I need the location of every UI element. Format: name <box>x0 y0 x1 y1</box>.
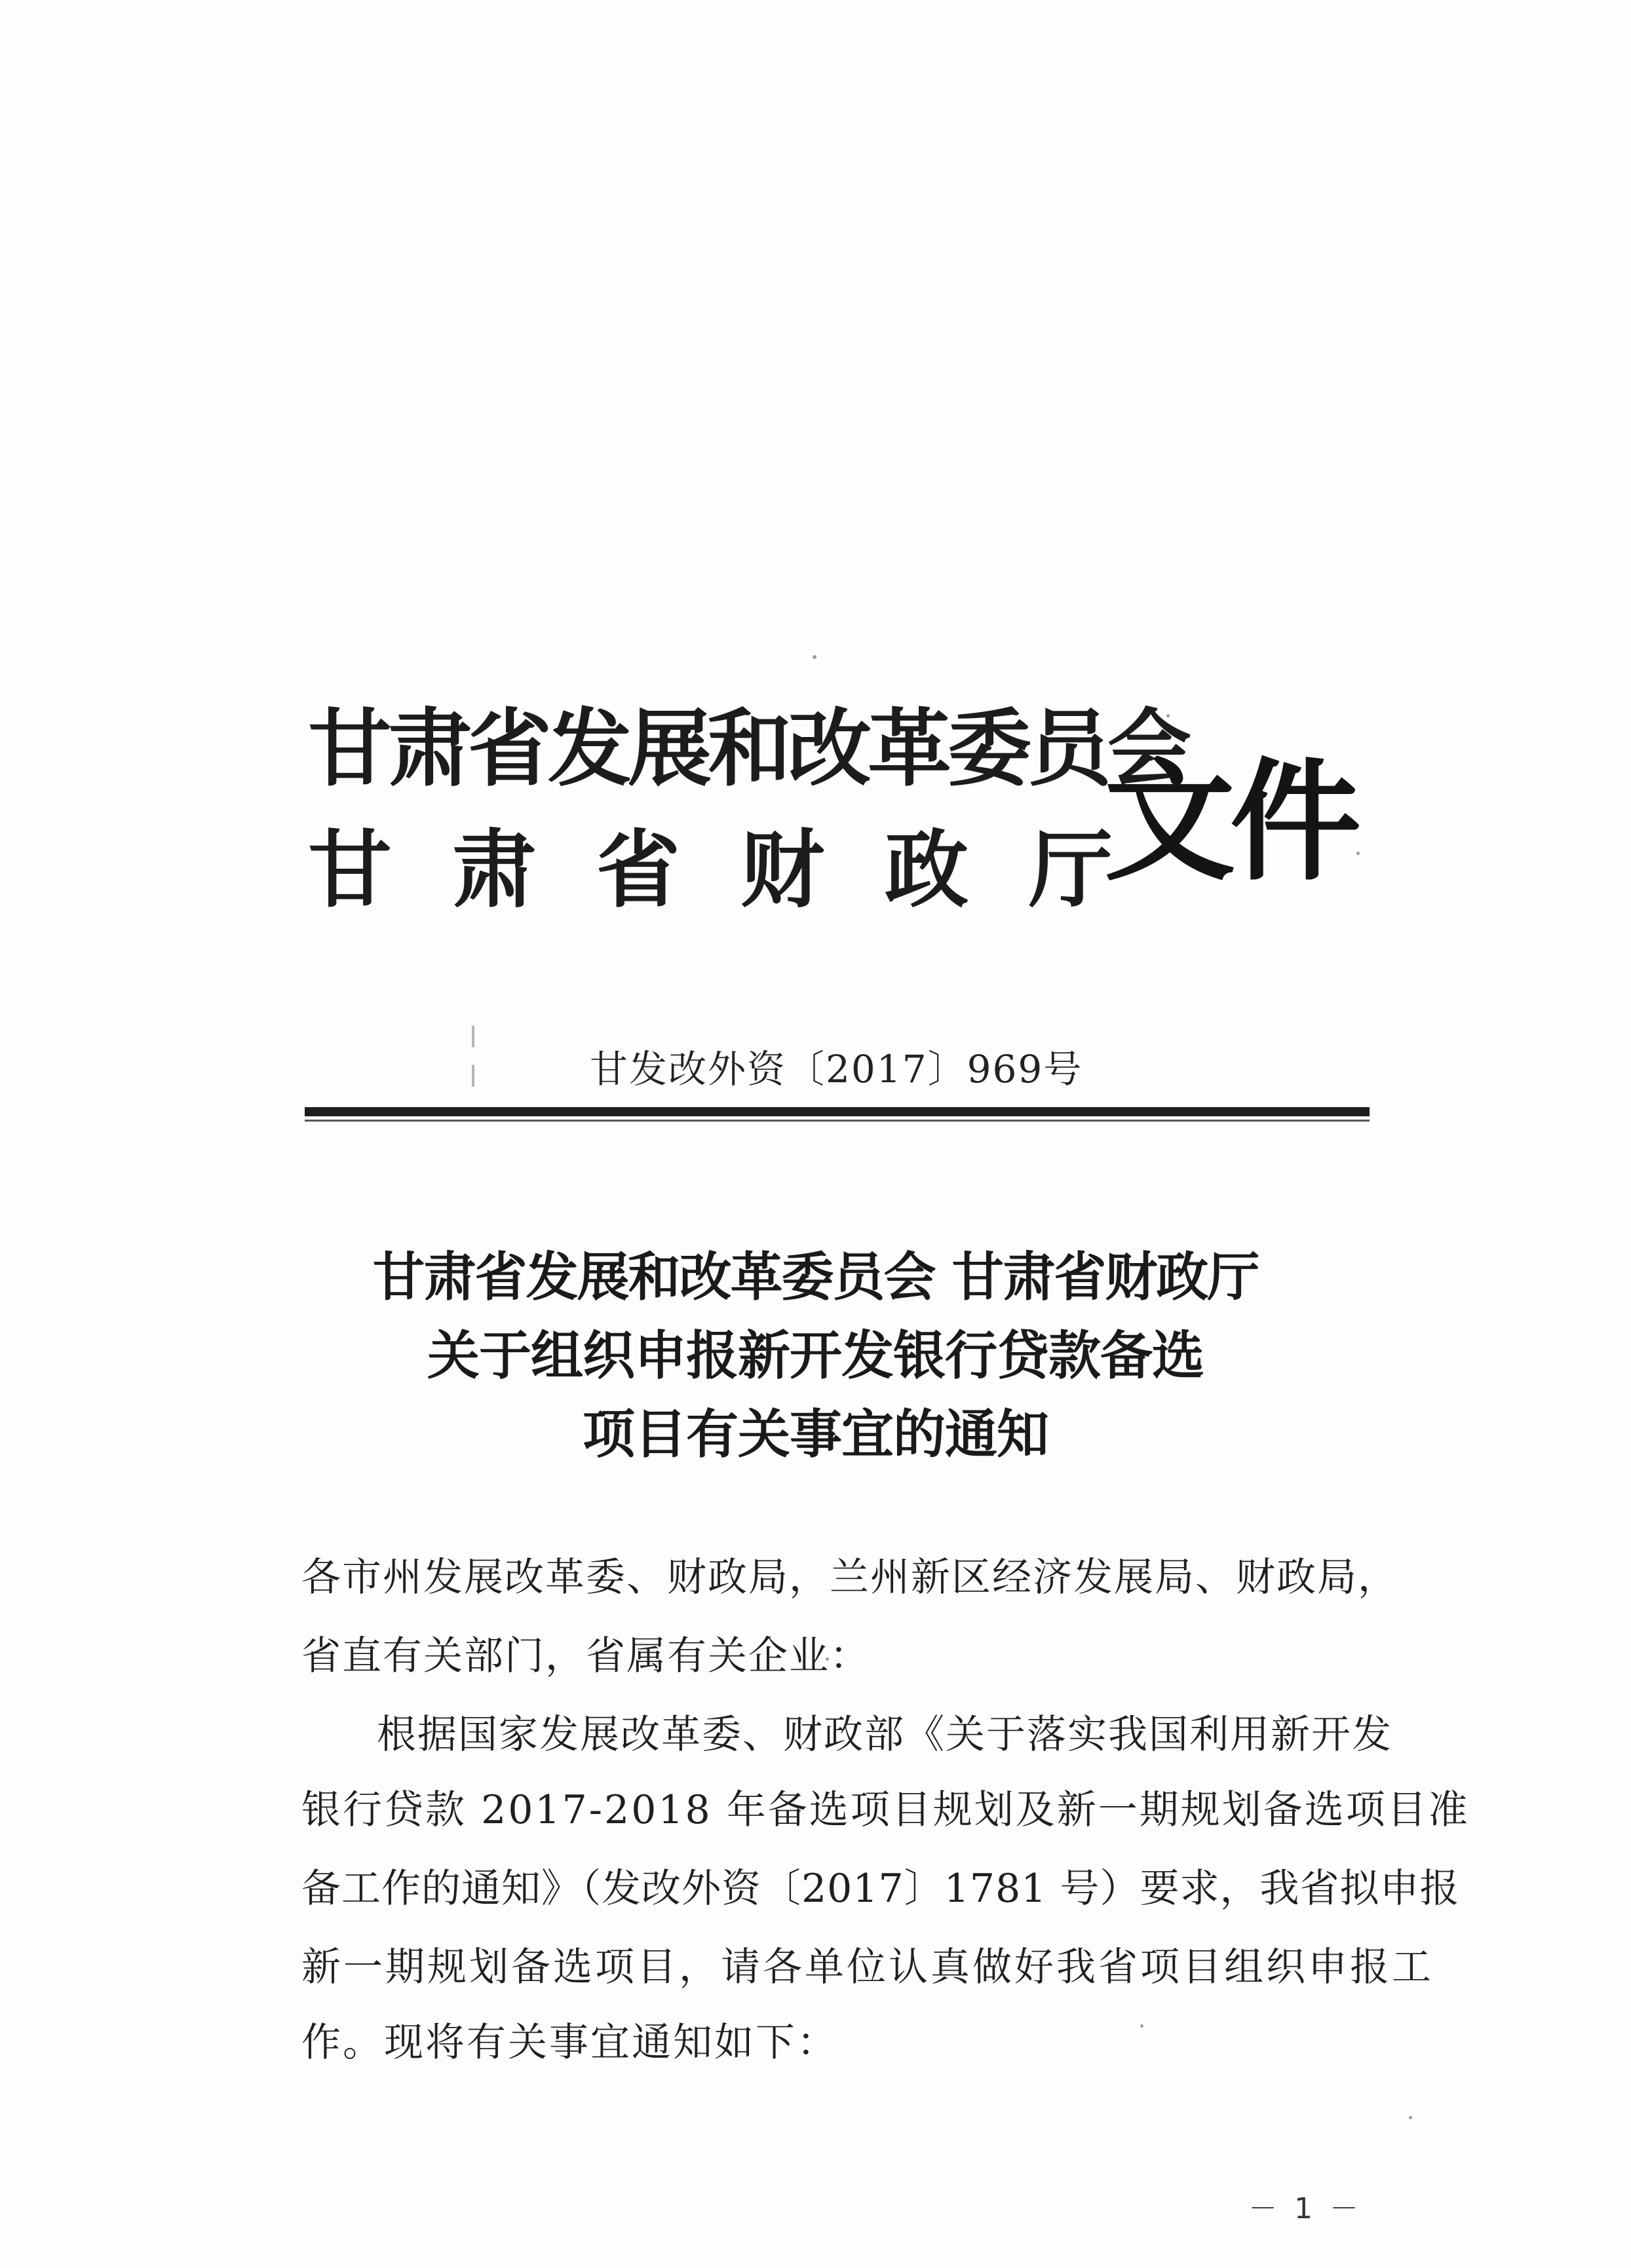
title-line-3: 项目有关事宜的通知 <box>583 1404 1048 1465</box>
title-line-1: 甘肃省发展和改革委员会 甘肃省财政厅 <box>372 1247 1259 1308</box>
masthead <box>308 681 1376 943</box>
addressee-line-2: 省直有关部门，省属有关企业： <box>301 1633 870 1679</box>
page-number: － 1 － <box>1248 2192 1362 2225</box>
addressee-line-1: 各市州发展改革委、财政局，兰州新区经济发展局、财政局， <box>301 1555 1398 1600</box>
masthead-org-line-1: 甘肃省发展和改革委员会 <box>308 700 1188 798</box>
paragraph-line: 作。现将有关事宜通知如下： <box>301 2020 838 2066</box>
paragraph-line: 备工作的通知》（发改外资〔2017〕1781 号）要求，我省拟申报 <box>301 1866 1460 1912</box>
scan-speck <box>472 1025 474 1048</box>
header-rule <box>305 1107 1370 1116</box>
header-rule-thin <box>305 1120 1370 1122</box>
paragraph-line: 根据国家发展改革委、财政部《关于落实我国利用新开发 <box>377 1712 1392 1758</box>
title-line-2: 关于组织申报新开发银行贷款备选 <box>427 1325 1204 1386</box>
masthead-suffix: 文件 <box>1104 745 1356 899</box>
scan-speck <box>1409 2116 1412 2119</box>
document-number: 甘发改外资〔2017〕969号 <box>590 1047 1083 1091</box>
scan-speck <box>813 655 816 659</box>
scan-speck <box>472 1065 474 1087</box>
masthead-org-line-2: 甘肃省财政厅 <box>308 821 1174 919</box>
scan-speck <box>1140 2024 1143 2028</box>
paragraph-line: 新一期规划备选项目，请各单位认真做好我省项目组织申报工 <box>301 1944 1434 1990</box>
paragraph-line: 银行贷款 2017-2018 年备选项目规划及新一期规划备选项目准 <box>301 1787 1470 1833</box>
